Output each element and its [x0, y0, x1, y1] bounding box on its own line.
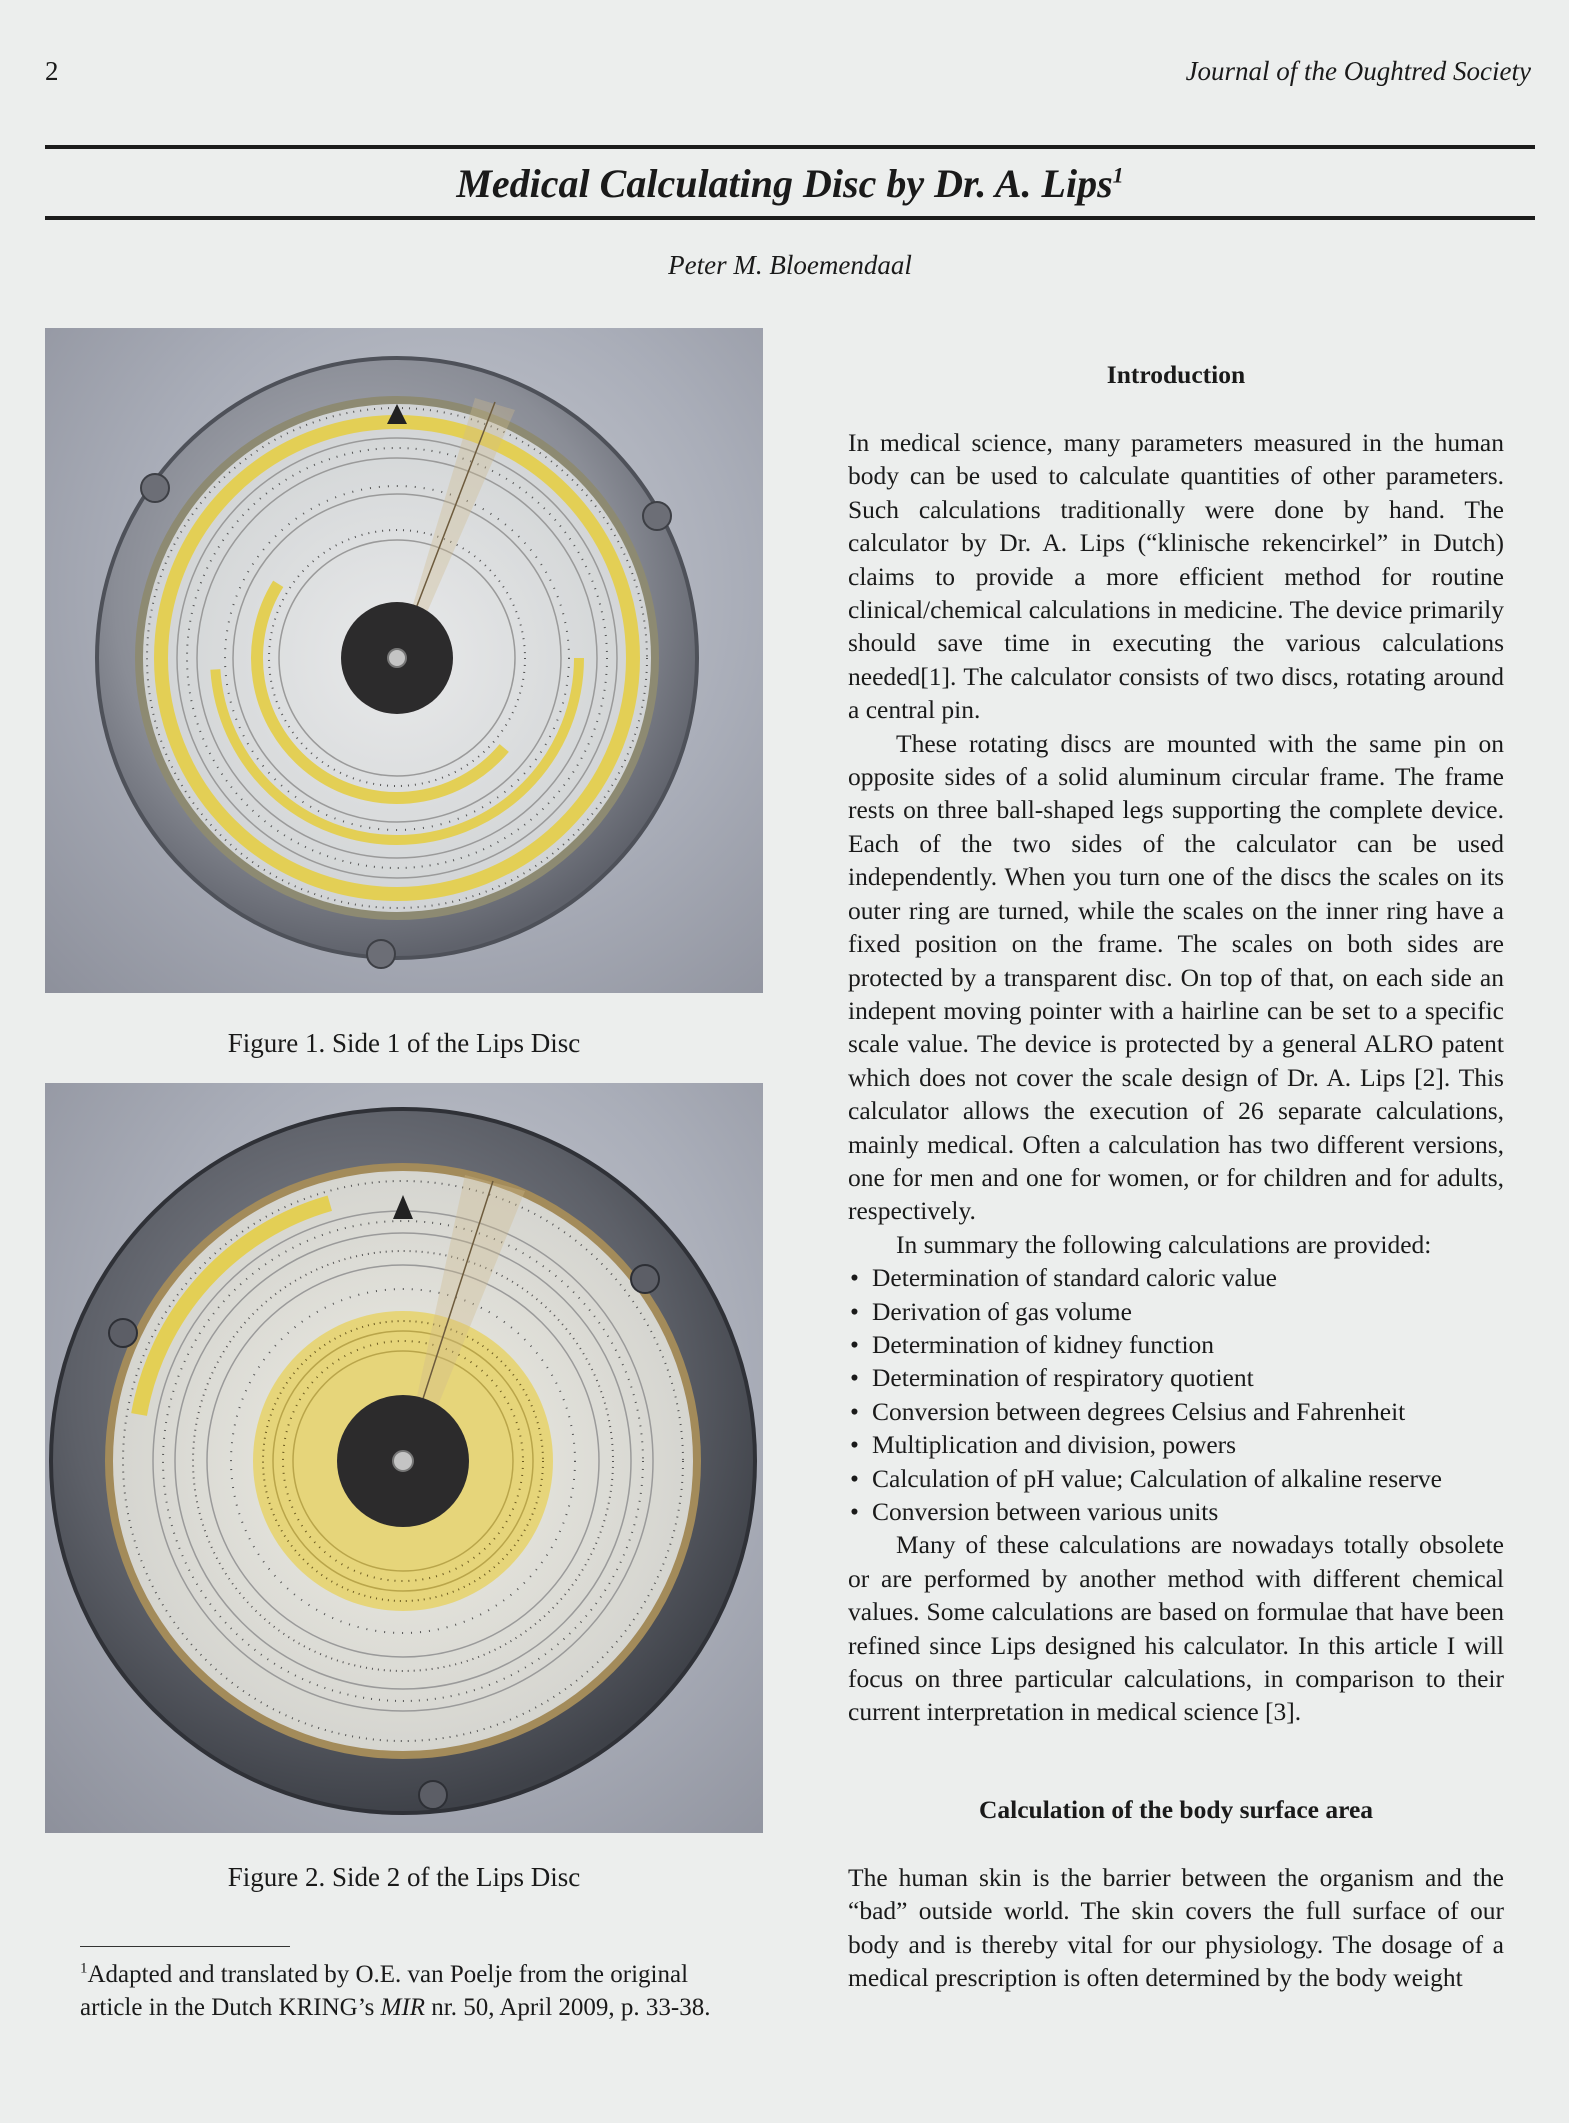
introduction-paragraph-4: Many of these calculations are nowadays totally obsolete or are performed by another method with different chemical values. Some calculations are based on formulae that have been refined since Lips designed his calculator. In this article I will focus on three particular calculations, in comparison to their current interpretation in medical science [3].: [848, 1530, 1504, 1727]
body-surface-area-heading: Calculation of the body surface area: [978, 1795, 1374, 1824]
bullet-glyph: •: [850, 1263, 859, 1293]
list-item-text: Multiplication and division, powers: [872, 1430, 1237, 1460]
introduction-paragraph-2: These rotating discs are mounted with the same pin on opposite sides of a solid aluminum circular frame. The frame rests on three ball-shaped legs supporting the complete device. Each of the two sides of the calculator can be used independently. When you turn one of the discs the scales on its outer ring are turned, while the scales on the inner ring have a fixed position on the frame. The scales on both sides are protected by a transparent disc. On top of that, on each side an indepent moving pointer with a hairline can be set to a specific scale value. The device is protected by a general ALRO patent which does not cover the scale design of Dr. A. Lips [2]. This calculator allows the execution of 26 separate calculations, mainly medical. Often a calculation has two different versions, one for men and one for women, or for children and for adults, respectively.: [848, 728, 1504, 1226]
introduction-body: [848, 426, 1504, 1729]
list-item-text: Calculation of pH value; Calculation of alkaline reserve: [872, 1463, 1443, 1493]
list-item-text: Conversion between degrees Celsius and Fahrenheit: [872, 1396, 1406, 1426]
list-item-text: Determination of respiratory quotient: [872, 1363, 1254, 1393]
title-rule-top: [45, 145, 1535, 149]
list-item-text: Conversion between various units: [872, 1497, 1219, 1526]
footnote-text-after: nr. 50, April 2009, p. 33-38.: [425, 1994, 711, 2021]
footnote: [80, 1958, 750, 2024]
list-item: [848, 1428, 1504, 1461]
calculation-list: [848, 1261, 1504, 1528]
bullet-glyph: •: [850, 1463, 859, 1493]
figure-1-caption: Figure 1. Side 1 of the Lips Disc: [227, 1028, 581, 1058]
body-surface-area-body: [848, 1861, 1504, 1995]
list-item: [848, 1462, 1504, 1495]
bullet-glyph: •: [850, 1430, 859, 1460]
title-footnote-mark: 1: [1112, 162, 1124, 188]
introduction-paragraph-1: In medical science, many parameters measured in the human body can be used to calculate quantities of other parameters. Such calculations traditionally were done by hand. The calculator by Dr. A. Lips (“klinische rekencirkel” in Dutch) claims to provide a more efficient method for routine clinical/chemical calculations in medicine. The device primarily should save time in executing the various calculations needed[1]. The calculator consists of two discs, rotating around a central pin.: [848, 428, 1504, 725]
list-item: [848, 1495, 1504, 1528]
figure-2-caption: Figure 2. Side 2 of the Lips Disc: [227, 1862, 581, 1892]
footnote-rule: [80, 1946, 290, 1947]
lips-disc-side-1-illustration: [45, 328, 763, 993]
list-item: [848, 1261, 1504, 1294]
list-item: [848, 1295, 1504, 1328]
bullet-glyph: •: [850, 1296, 859, 1326]
list-item: [848, 1328, 1504, 1361]
figure-1-image: [45, 328, 763, 993]
bullet-glyph: •: [850, 1363, 859, 1393]
page-number: 2: [45, 56, 59, 86]
list-item-text: Determination of kidney function: [872, 1329, 1215, 1359]
introduction-heading: Introduction: [1106, 360, 1246, 389]
list-item-text: Determination of standard caloric value: [872, 1263, 1277, 1293]
bullet-glyph: •: [850, 1396, 859, 1426]
article-title-text: Medical Calculating Disc by Dr. A. Lips: [456, 161, 1113, 206]
body-surface-area-paragraph-1: The human skin is the barrier between the organism and the “bad” outside world. The skin covers the full surface of our body and is thereby vital for our physiology. The dosage of a medical prescription is often determined by the body weight: [848, 1863, 1504, 1993]
list-item: [848, 1361, 1504, 1394]
footnote-journal: MIR: [380, 1994, 426, 2021]
article-title: [45, 160, 1535, 207]
figure-2-image: [45, 1083, 763, 1833]
list-item: [848, 1395, 1504, 1428]
introduction-paragraph-3: In summary the following calculations are provided:: [896, 1229, 1432, 1259]
bullet-glyph: •: [850, 1329, 859, 1359]
footnote-mark: 1: [80, 1960, 88, 1977]
author-byline: Peter M. Bloemendaal: [668, 250, 912, 280]
bullet-glyph: •: [850, 1497, 859, 1526]
running-head: Journal of the Oughtred Society: [1185, 56, 1531, 86]
list-item-text: Derivation of gas volume: [872, 1296, 1132, 1326]
title-rule-bottom: [45, 216, 1535, 220]
lips-disc-side-2-illustration: [45, 1083, 763, 1833]
footnote-text-before: Adapted and translated by O.E. van Poelje from the original article in the Dutch KRING’s: [80, 1961, 689, 2021]
